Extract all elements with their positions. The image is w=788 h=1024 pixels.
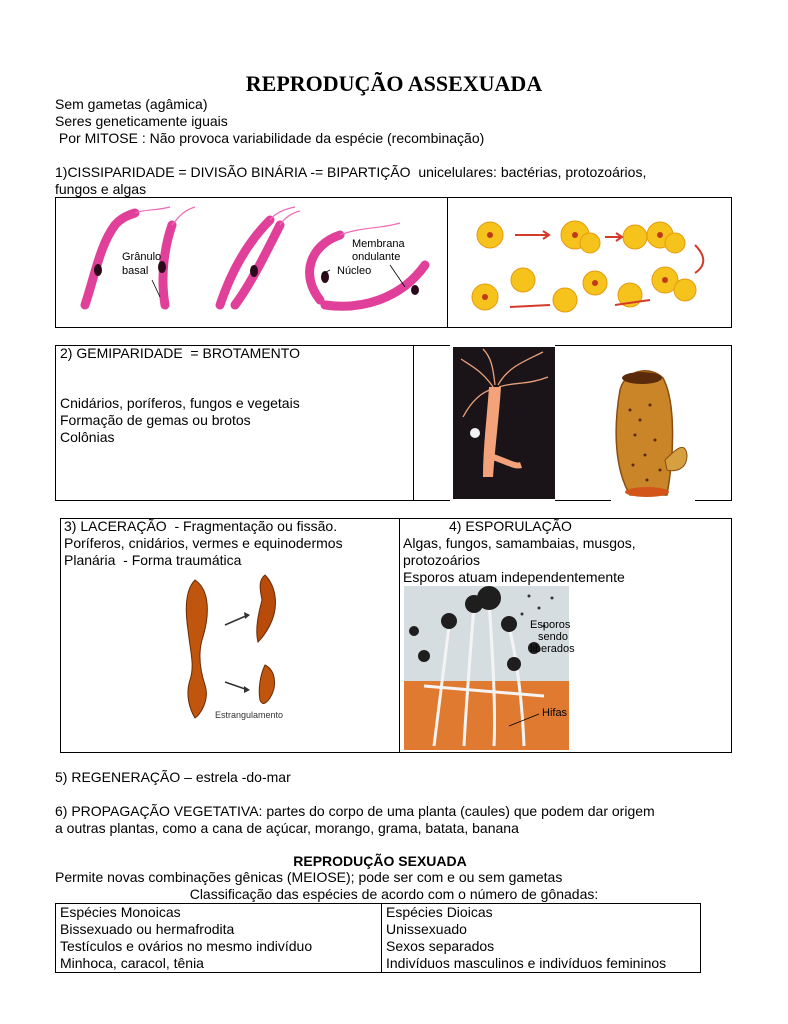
label-membrana: Membrana [352,238,405,250]
section5: 5) REGENERAÇÃO – estrela -do-mar [55,769,291,785]
section2-line-1: Cnidários, poríferos, fungos e vegetais [60,395,300,411]
section6-line-1: 6) PROPAGAÇÃO VEGETATIVA: partes do corpo de uma planta (caules) que podem dar origem [55,803,655,819]
section1-heading-cont: fungos e algas [55,181,147,197]
monoicas-line-2: Testículos e ovários no mesmo indivíduo [60,938,313,954]
intro-line-1: Sem gametas (agâmica) [55,96,208,112]
bacteria-division-figure [455,205,725,323]
dioicas-title: Espécies Dioicas [386,904,493,920]
trypanosoma-figure [60,205,440,323]
label-liberados: liberados [530,643,575,655]
section2-line-2: Formação de gemas ou brotos [60,412,251,428]
section6-line-2: a outras plantas, como a cana de açúcar, morango, grama, batata, banana [55,820,519,836]
section2-line-3: Colônias [60,429,115,445]
monoicas-title: Espécies Monoicas [60,904,181,920]
section4-heading: 4) ESPORULAÇÃO [449,518,572,534]
label-granulo: Grânulo [122,251,162,263]
gonad-classification-table [55,903,701,973]
section3-line-2: Planária - Forma traumática [64,552,242,568]
label-nucleo: Núcleo [337,265,372,277]
monoicas-line-1: Bissexuado ou hermafrodita [60,921,235,937]
dioicas-line-1: Unissexuado [386,921,467,937]
sporulation-figure [404,586,575,750]
page-title: REPRODUÇÃO ASSEXUADA [245,71,543,96]
section1-heading: 1)CISSIPARIDADE = DIVISÃO BINÁRIA -= BIPARTIÇÃO unicelulares: bactérias, protozoários, [55,164,647,180]
label-basal: basal [122,265,149,277]
section2-heading: 2) GEMIPARIDADE = BROTAMENTO [60,345,300,361]
sexual-line-2: Classificação das espécies de acordo com o número de gônadas: [189,886,599,902]
section4-line-3: Esporos atuam independentemente [403,569,625,585]
label-estrangulamento: Estrangulamento [215,710,284,720]
section3-line-1: Poríferos, cnidários, vermes e equinodermos [64,535,343,551]
section3-heading: 3) LACERAÇÃO - Fragmentação ou fissão. [64,518,338,534]
label-sendo: sendo [538,631,568,643]
label-ondulante: ondulante [352,251,401,263]
monoicas-line-3: Minhoca, caracol, tênia [60,955,204,971]
sexual-heading: REPRODUÇÃO SEXUADA [293,853,467,869]
dioicas-cell [382,904,701,973]
label-hifas: Hifas [542,707,568,719]
monoicas-cell [56,904,382,973]
dioicas-line-2: Sexos separados [386,938,495,954]
intro-line-2: Seres geneticamente iguais [55,113,228,129]
dioicas-line-3: Indivíduos masculinos e indivíduos femininos [386,955,667,971]
sexual-line-1: Permite novas combinações gênicas (MEIOSE); pode ser com e ou sem gametas [55,869,563,885]
intro-line-3: Por MITOSE : Não provoca variabilidade da espécie (recombinação) [55,130,485,146]
planaria-figure [170,570,295,725]
section1-divider [447,197,448,328]
hydra-image [453,347,555,499]
sponge-image [605,360,700,500]
label-esporos: Esporos [530,619,571,631]
section4-line-1: Algas, fungos, samambaias, musgos, [403,535,636,551]
section4-line-2: protozoários [403,552,481,568]
